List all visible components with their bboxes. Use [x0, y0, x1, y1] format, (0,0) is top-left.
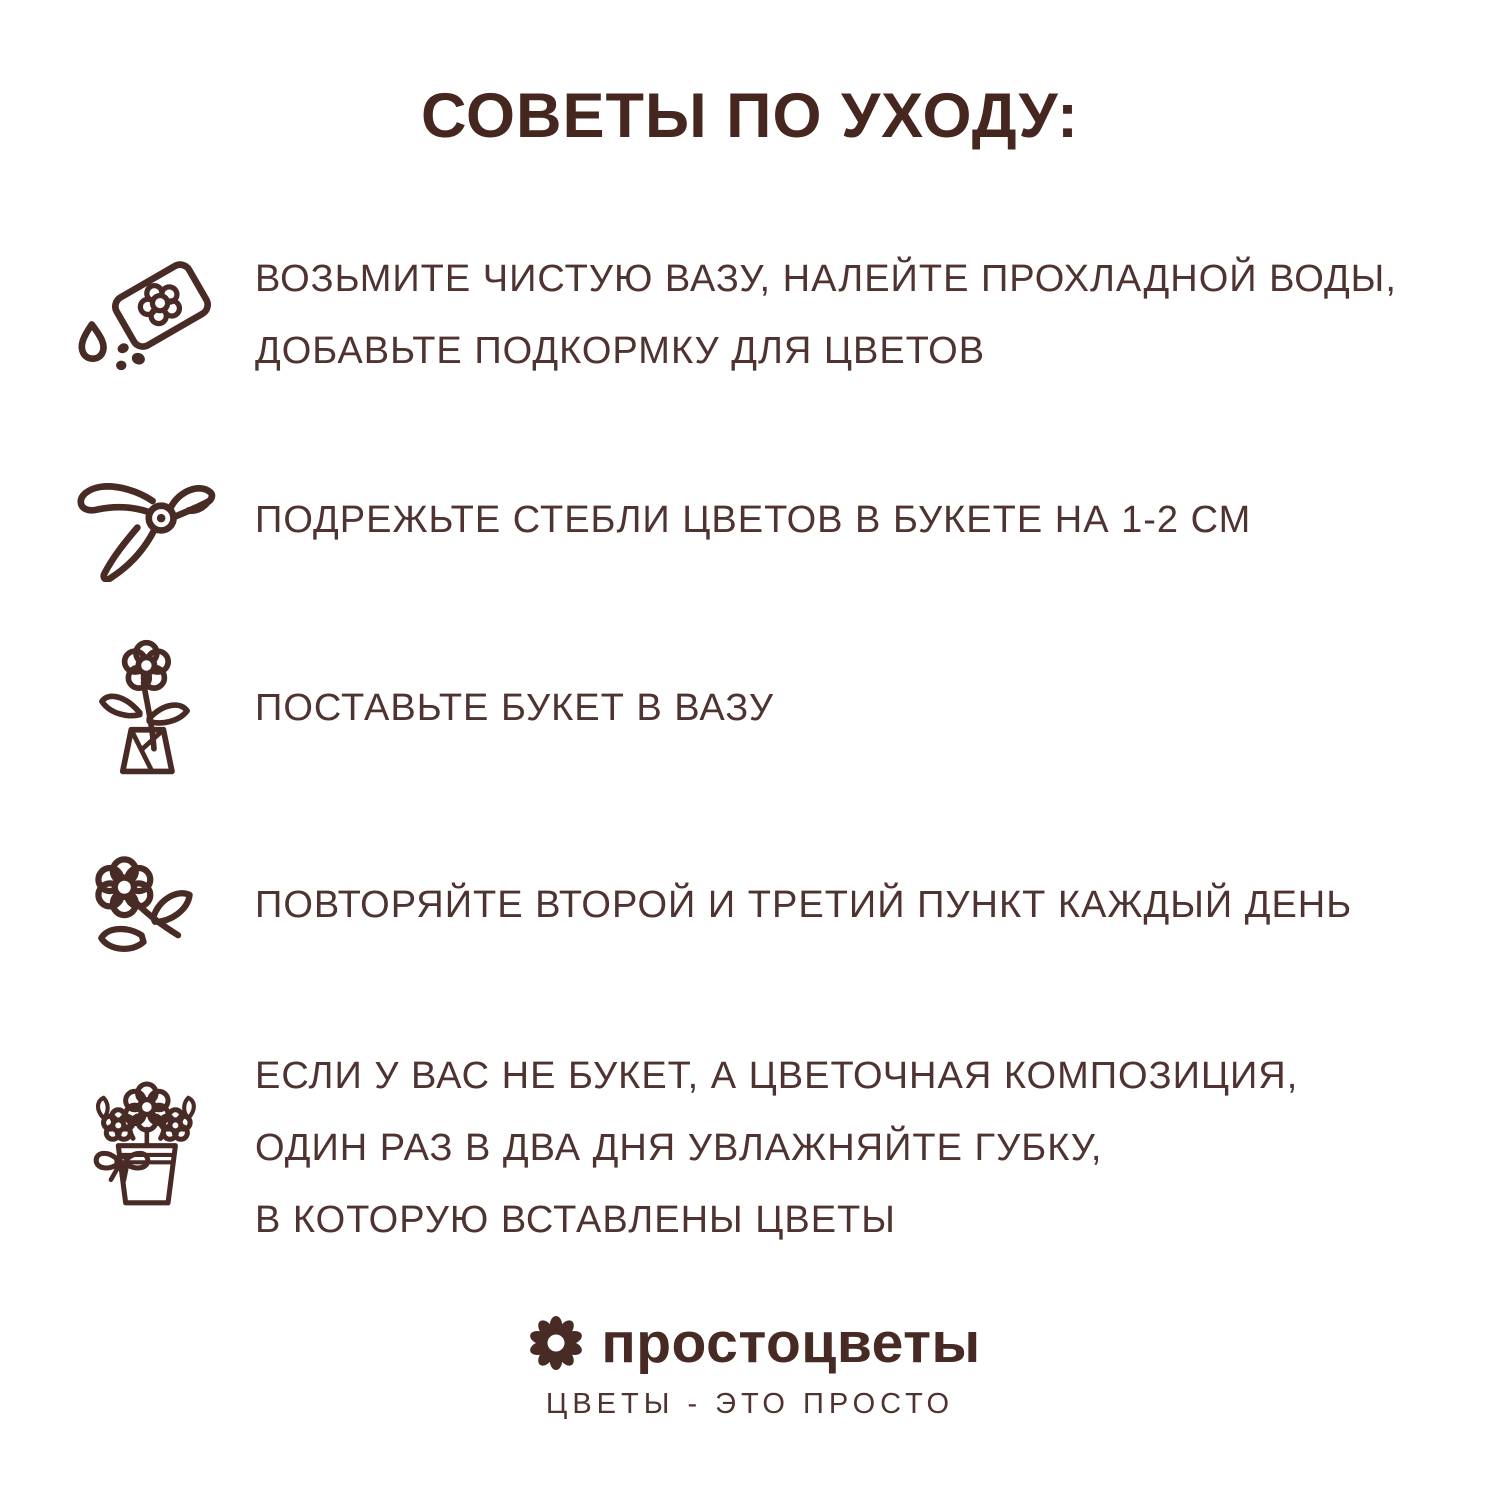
tip-text	[255, 484, 1251, 556]
tip-line: ПОСТАВЬТЕ БУКЕТ В ВАЗУ	[255, 687, 774, 729]
tip-line: ПОДРЕЖЬТЕ СТЕБЛИ ЦВЕТОВ В БУКЕТЕ НА 1-2 СМ	[255, 499, 1252, 541]
pruner-icon	[62, 458, 227, 582]
tip-line: ВОЗЬМИТЕ ЧИСТУЮ ВАЗУ, НАЛЕЙТЕ ПРОХЛАДНОЙ ВОДЫ,	[255, 258, 1397, 300]
logo-flower-icon	[519, 1306, 593, 1380]
tip-text	[255, 1040, 1298, 1256]
flower-in-vase-icon	[62, 637, 227, 779]
tip-line: ПОВТОРЯЙТЕ ВТОРОЙ И ТРЕТИЙ ПУНКТ КАЖДЫЙ ДЕНЬ	[255, 884, 1353, 926]
tip-line: ДОБАВЬТЕ ПОДКОРМКУ ДЛЯ ЦВЕТОВ	[255, 330, 986, 372]
brand-logo-row	[519, 1306, 980, 1380]
tip-row-trim-stems	[62, 448, 1445, 592]
tip-row-composition	[62, 1040, 1445, 1256]
brand-logo	[0, 1306, 1500, 1421]
tip-line: В КОТОРУЮ ВСТАВЛЕНЫ ЦВЕТЫ	[255, 1199, 896, 1241]
tip-row-water-and-food	[62, 243, 1445, 387]
tip-text	[255, 869, 1352, 941]
brand-name: простоцветы	[601, 1311, 981, 1375]
page-title: СОВЕТЫ ПО УХОДУ:	[421, 81, 1079, 151]
tip-line: ЕСЛИ У ВАС НЕ БУКЕТ, А ЦВЕТОЧНАЯ КОМПОЗИЦИЯ,	[255, 1055, 1299, 1097]
tip-row-repeat-daily	[62, 833, 1445, 977]
tip-text	[255, 672, 774, 744]
flower-icon	[62, 845, 227, 965]
tip-text	[255, 243, 1397, 387]
tip-line: ОДИН РАЗ В ДВА ДНЯ УВЛАЖНЯЙТЕ ГУБКУ,	[255, 1127, 1103, 1169]
brand-tagline: ЦВЕТЫ - ЭТО ПРОСТО	[545, 1388, 955, 1420]
flower-food-packet-icon	[62, 254, 227, 376]
tip-row-put-in-vase	[62, 636, 1445, 780]
flower-pot-icon	[62, 1072, 227, 1224]
